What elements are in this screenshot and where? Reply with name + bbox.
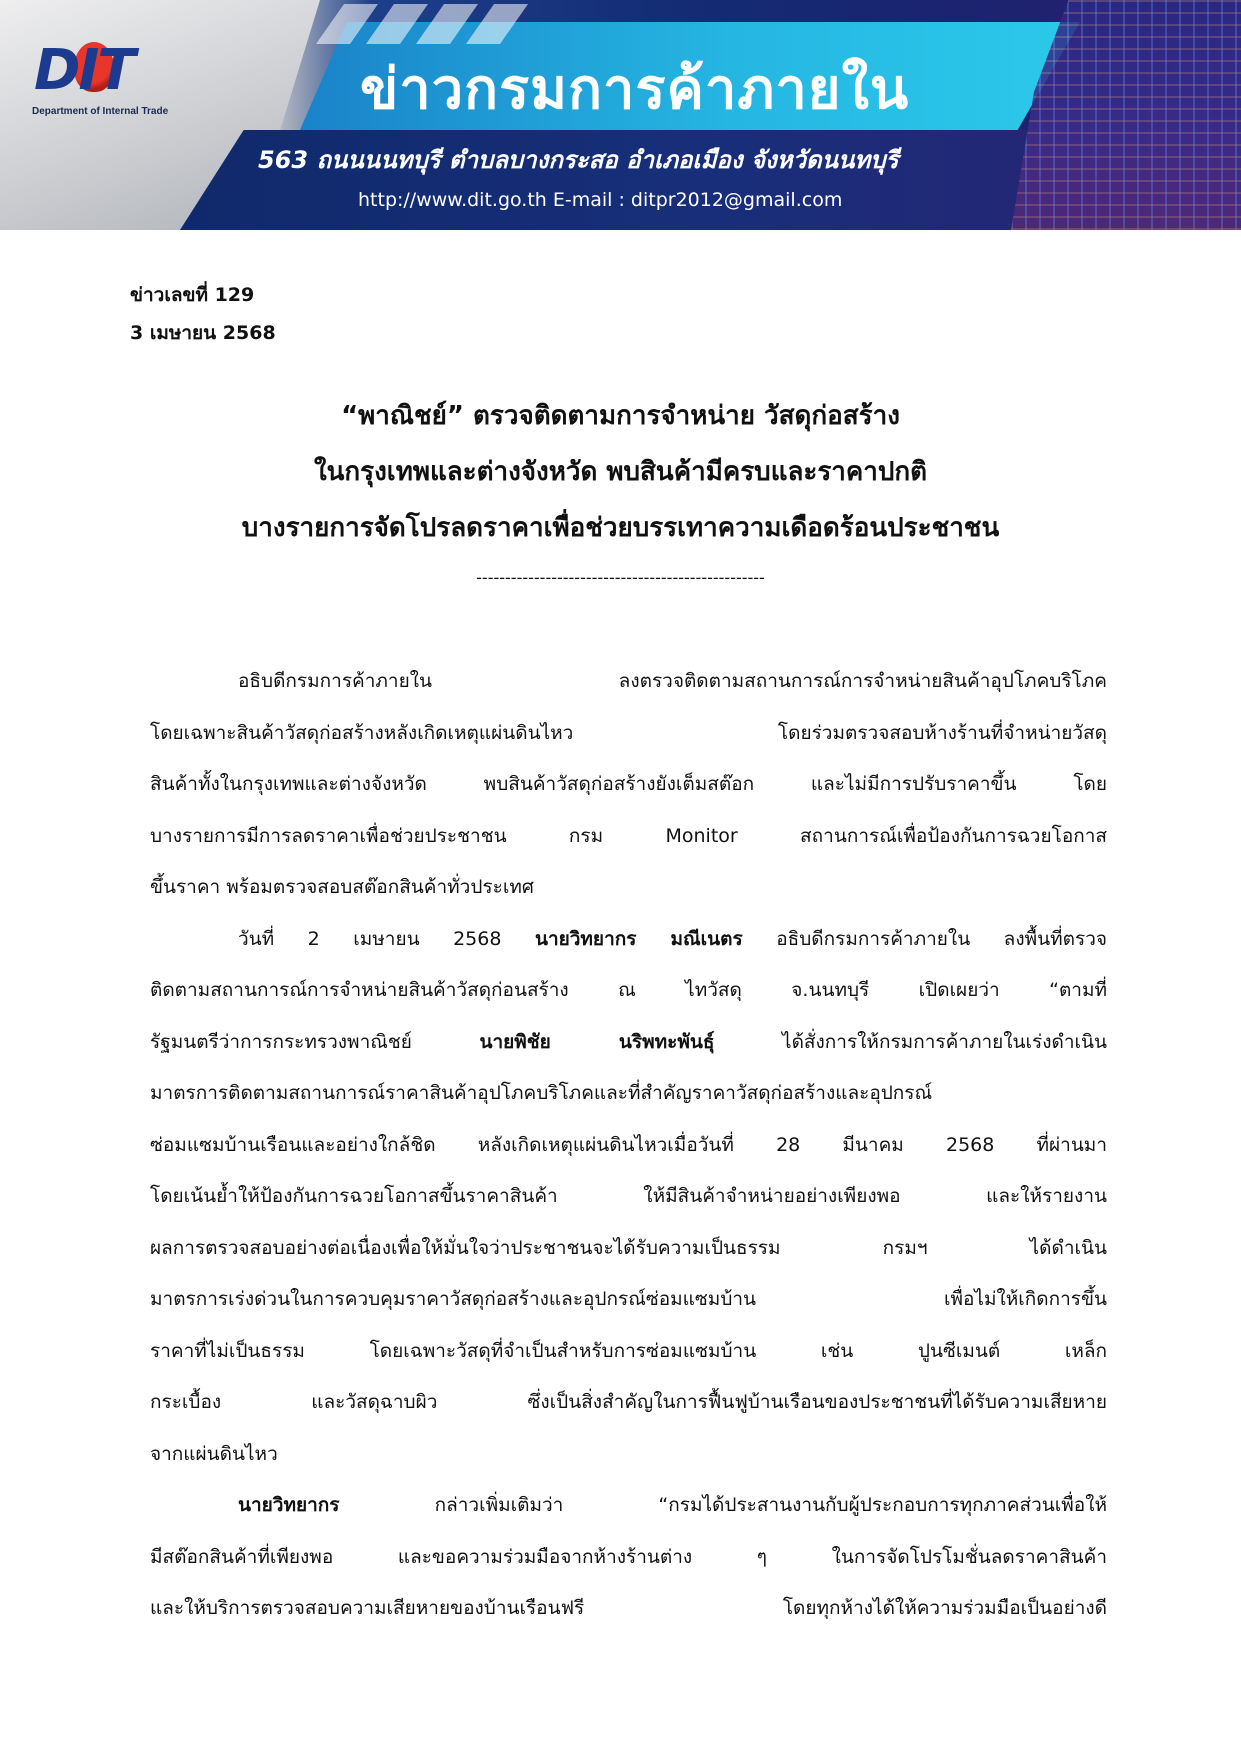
banner-contact: http://www.dit.go.th E-mail : ditpr2012@gmail.com [358,189,843,211]
text-run: รัฐมนตรีว่าการกระทรวงพาณิชย์ [150,1030,480,1053]
text-run: วันที่ 2 เมษายน 2568 [238,927,535,950]
paragraph-line: กระเบื้อง และวัสดุฉาบผิว ซึ่งเป็นสิ่งสำคัญในการฟื้นฟูบ้านเรือนของประชาชนที่ได้รับความเสียหาย [150,1391,1107,1413]
paragraph-line: มาตรการเร่งด่วนในการควบคุมราคาวัสดุก่อสร้างและอุปกรณ์ซ่อมแซมบ้าน เพื่อไม่ให้เกิดการขึ้น [150,1288,1107,1310]
divider: -------------------------------------------------- [476,568,765,587]
paragraph-3 [150,1480,1107,1635]
news-meta [130,276,276,352]
paragraph-line: ราคาที่ไม่เป็นธรรม โดยเฉพาะวัสดุที่จำเป็นสำหรับการซ่อมแซมบ้าน เช่น ปูนซีเมนต์ เหล็ก [150,1339,1107,1362]
header-banner [0,0,1241,230]
headline-line-2: ในกรุงเทพและต่างจังหวัด พบสินค้ามีครบและราคาปกติ [313,457,928,487]
banner-address: 563 ถนนนนทบุรี ตำบลบางกระสอ อำเภอเมือง จังหวัดนนทบุรี [258,146,899,174]
paragraph-1 [150,656,1107,914]
paragraph-line: มีสต๊อกสินค้าที่เพียงพอ และขอความร่วมมือจากห้างร้านต่าง ๆ ในการจัดโปรโมชั่นลดราคาสินค้า [150,1545,1107,1568]
director-name: นายวิทยากร [238,1494,340,1516]
logo-subtitle: Department of Internal Trade [32,106,169,117]
dit-logo: DIT [34,38,134,103]
text-run: กล่าวเพิ่มเติมว่า “กรมได้ประสานงานกับผู้ประกอบการทุกภาคส่วนเพื่อให้ [339,1494,1107,1516]
paragraph-line [150,914,1107,966]
paragraph-line: ติดตามสถานการณ์การจำหน่ายสินค้าวัสดุก่อนสร้าง ณ ไทวัสดุ จ.นนทบุรี เปิดเผยว่า “ตามที่ [150,979,1107,1001]
paragraph-line: อธิบดีกรมการค้าภายใน ลงตรวจติดตามสถานการณ์การจำหน่ายสินค้าอุปโภคบริโภค [238,670,1107,692]
paragraph-line: ผลการตรวจสอบอย่างต่อเนื่องเพื่อให้มั่นใจว่าประชาชนจะได้รับความเป็นธรรม กรมฯ ได้ดำเนิน [150,1236,1107,1259]
text-run: อธิบดีกรมการค้าภายใน ลงพื้นที่ตรวจ [742,927,1107,950]
news-date: 3 เมษายน 2568 [130,322,276,344]
headline-line-1: “พาณิชย์” ตรวจติดตามการจำหน่าย วัสดุก่อสร้าง [341,401,900,431]
article-body [150,656,1107,1635]
headline [100,388,1141,556]
paragraph-line: โดยเฉพาะสินค้าวัสดุก่อสร้างหลังเกิดเหตุแผ่นดินไหว โดยร่วมตรวจสอบห้างร้านที่จำหน่ายวัสดุ [150,721,1107,744]
paragraph-line: ขึ้นราคา พร้อมตรวจสอบสต๊อกสินค้าทั่วประเทศ [150,876,534,898]
text-run: ได้สั่งการให้กรมการค้าภายในเร่งดำเนิน [714,1030,1107,1053]
paragraph-line: มาตรการติดตามสถานการณ์ราคาสินค้าอุปโภคบริโภคและที่สำคัญราคาวัสดุก่อสร้างและอุปกรณ์ [150,1082,933,1104]
director-name: นายวิทยากร มณีเนตร [534,927,743,950]
paragraph-line: จากแผ่นดินไหว [150,1442,278,1465]
paragraph-line: ซ่อมแซมบ้านเรือนและอย่างใกล้ชิด หลังเกิดเหตุแผ่นดินไหวเมื่อวันที่ 28 มีนาคม 2568 ที่ผ่านมา [150,1133,1107,1156]
news-number: ข่าวเลขที่ 129 [130,284,255,306]
paragraph-line [150,1017,1107,1069]
paragraph-line: บางรายการมีการลดราคาเพื่อช่วยประชาชน กรม Monitor สถานการณ์เพื่อป้องกันการฉวยโอกาส [150,824,1107,847]
headline-line-3: บางรายการจัดโปรลดราคาเพื่อช่วยบรรเทาความเดือดร้อนประชาชน [241,513,1000,543]
paragraph-line: โดยเน้นย้ำให้ป้องกันการฉวยโอกาสขึ้นราคาสินค้า ให้มีสินค้าจำหน่ายอย่างเพียงพอ และให้รายงาน [150,1185,1107,1207]
minister-name: นายพิชัย นริพทะพันธุ์ [479,1030,715,1053]
paragraph-2 [150,914,1107,1481]
paragraph-line: สินค้าทั้งในกรุงเทพและต่างจังหวัด พบสินค้าวัสดุก่อสร้างยังเต็มสต๊อก และไม่มีการปรับราคาขึ้น โดย [150,773,1107,795]
paragraph-line: และให้บริการตรวจสอบความเสียหายของบ้านเรือนฟรี โดยทุกห้างได้ให้ความร่วมมือเป็นอย่างดี [150,1597,1107,1619]
banner-title: ข่าวกรมการค้าภายใน [360,57,910,122]
paragraph-line [150,1480,1107,1532]
